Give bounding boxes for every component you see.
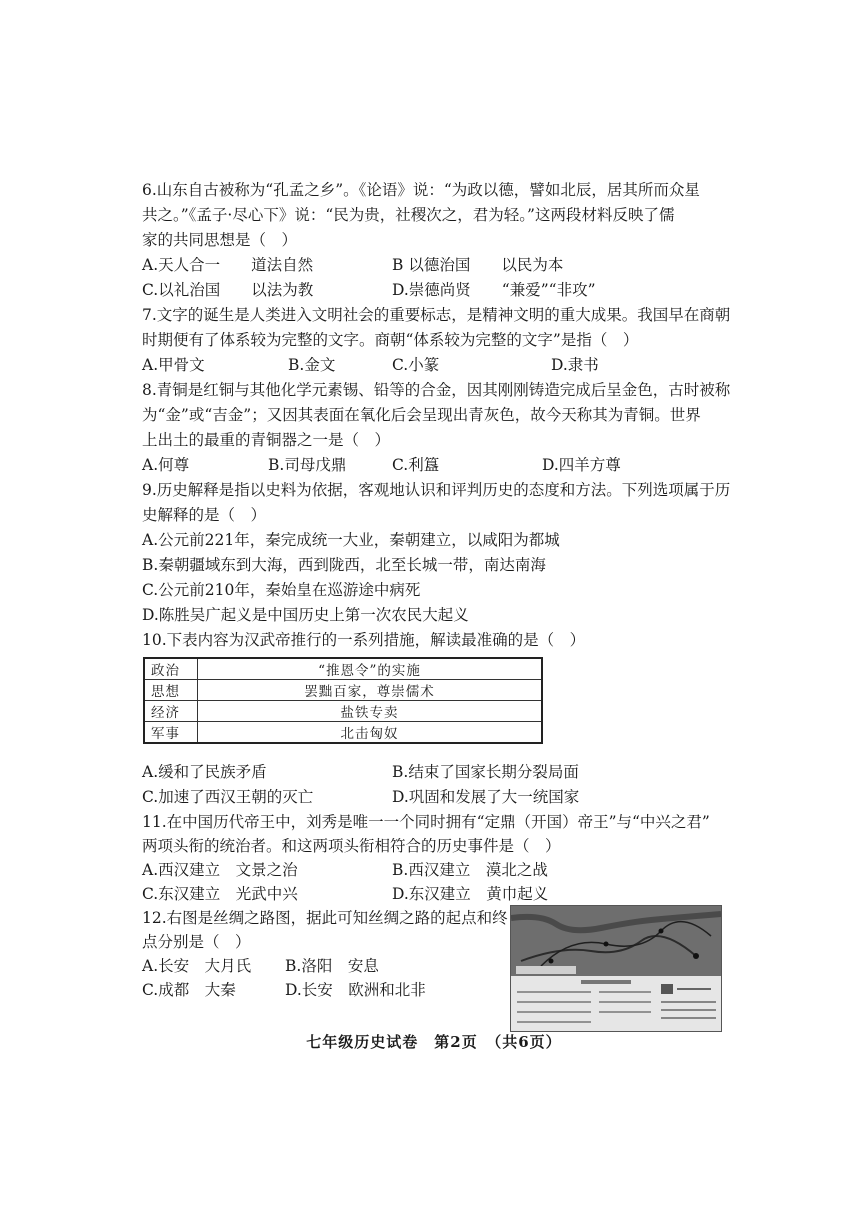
q7-line-2: 时期便有了体系较为完整的文字。商朝“体系较为完整的文字”是指（ ） xyxy=(142,331,639,349)
table-row xyxy=(144,680,542,701)
q7-line-1: 7.文字的诞生是人类进入文明社会的重要标志，是精神文明的重大成果。我国早在商朝 xyxy=(142,306,731,324)
q10-option-a: A.缓和了民族矛盾 xyxy=(142,763,267,781)
q6-line-1: 6.山东自古被称为“孔孟之乡”。《论语》说：“为政以德，譬如北辰，居其所而众星 xyxy=(142,181,700,199)
table-cell-category: 思想 xyxy=(144,680,198,701)
q11-option-d: D.东汉建立 黄巾起义 xyxy=(392,885,549,903)
q9-option-a: A.公元前221年，秦完成统一大业，秦朝建立，以咸阳为都城 xyxy=(142,531,560,549)
q12-line-1: 12.右图是丝绸之路图，据此可知丝绸之路的起点和终 xyxy=(142,909,508,927)
q11-option-a: A.西汉建立 文景之治 xyxy=(142,861,298,879)
table-cell-category: 政治 xyxy=(144,658,198,680)
q11-line-2: 两项头衔的统治者。和这两项头衔相符合的历史事件是（ ） xyxy=(142,837,561,855)
q11-option-c: C.东汉建立 光武中兴 xyxy=(142,885,298,903)
silk-road-map-image xyxy=(510,905,722,1032)
q12-option-c: C.成都 大秦 xyxy=(142,981,236,999)
q6-line-3: 家的共同思想是（ ） xyxy=(142,231,298,249)
q10-option-b: B.结束了国家长期分裂局面 xyxy=(392,763,579,781)
table-cell-measure: “推恩令”的实施 xyxy=(198,658,543,680)
page-footer: 七年级历史试卷 第2页 （共6页） xyxy=(306,1033,562,1051)
q12-option-b: B.洛阳 安息 xyxy=(285,957,379,975)
q11-line-1: 11.在中国历代帝王中，刘秀是唯一一个同时拥有“定鼎（开国）帝王”与“中兴之君” xyxy=(142,813,710,831)
q10-option-c: C.加速了西汉王朝的灭亡 xyxy=(142,788,314,806)
q7-option-a: A.甲骨文 xyxy=(142,356,205,374)
table-cell-measure: 北击匈奴 xyxy=(198,722,543,744)
q9-line-2: 史解释的是（ ） xyxy=(142,506,267,524)
q11-option-b: B.西汉建立 漠北之战 xyxy=(392,861,548,879)
q8-option-a: A.何尊 xyxy=(142,456,190,474)
q8-line-3: 上出土的最重的青铜器之一是（ ） xyxy=(142,431,391,449)
q9-option-d: D.陈胜吴广起义是中国历史上第一次农民大起义 xyxy=(142,606,469,624)
q7-option-c: C.小篆 xyxy=(392,356,440,374)
table-cell-measure: 盐铁专卖 xyxy=(198,701,543,722)
q12-option-a: A.长安 大月氏 xyxy=(142,957,252,975)
q8-option-b: B.司母戊鼎 xyxy=(268,456,347,474)
q12-option-d: D.长安 欧洲和北非 xyxy=(285,981,426,999)
table-cell-category: 经济 xyxy=(144,701,198,722)
q7-option-b: B.金文 xyxy=(288,356,336,374)
q12-line-2: 点分别是（ ） xyxy=(142,933,251,951)
q6-option-d: D.崇德尚贤 “兼爱”“非攻” xyxy=(392,281,596,299)
table-row xyxy=(144,701,542,722)
q8-line-1: 8.青铜是红铜与其他化学元素锡、铅等的合金，因其刚刚铸造完成后呈金色，古时被称 xyxy=(142,381,731,399)
map-route-graphic xyxy=(511,906,721,976)
q8-line-2: 为“金”或“吉金”；又因其表面在氧化后会呈现出青灰色，故今天称其为青铜。世界 xyxy=(142,406,701,424)
q10-option-d: D.巩固和发展了大一统国家 xyxy=(392,788,580,806)
table-row xyxy=(144,722,542,744)
q8-option-d: D.四羊方尊 xyxy=(542,456,621,474)
map-legend xyxy=(511,976,721,1031)
measures-table xyxy=(143,657,543,744)
table-cell-category: 军事 xyxy=(144,722,198,744)
q8-option-c: C.利簋 xyxy=(392,456,440,474)
q9-option-c: C.公元前210年，秦始皇在巡游途中病死 xyxy=(142,581,421,599)
table-cell-measure: 罢黜百家，尊崇儒术 xyxy=(198,680,543,701)
table-row xyxy=(144,658,542,680)
map-terrain xyxy=(511,906,721,976)
q6-option-a: A.天人合一 道法自然 xyxy=(142,256,314,274)
q9-line-1: 9.历史解释是指以史料为依据，客观地认识和评判历史的态度和方法。下列选项属于历 xyxy=(142,481,731,499)
q6-line-2: 共之。”《孟子·尽心下》说：“民为贵，社稷次之，君为轻。”这两段材料反映了儒 xyxy=(142,206,675,224)
q9-option-b: B.秦朝疆域东到大海，西到陇西，北至长城一带，南达南海 xyxy=(142,556,546,574)
q7-option-d: D.隶书 xyxy=(551,356,599,374)
q10-line-1: 10.下表内容为汉武帝推行的一系列措施，解读最准确的是（ ） xyxy=(142,631,586,649)
q6-option-c: C.以礼治国 以法为教 xyxy=(142,281,314,299)
q6-option-b: B 以德治国 以民为本 xyxy=(392,256,564,274)
